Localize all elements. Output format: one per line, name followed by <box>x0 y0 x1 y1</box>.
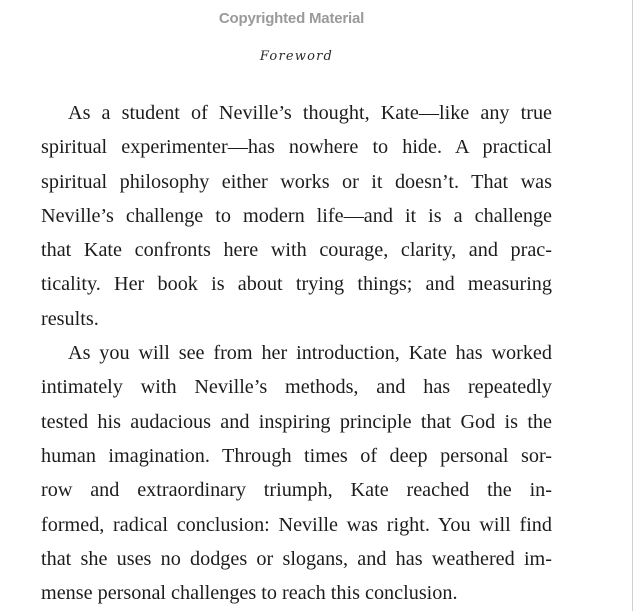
text-line: spiritual experimenter—has nowhere to hide. A practical <box>41 136 552 159</box>
text-line: ticality. Her book is about trying things; and measuring <box>41 273 552 296</box>
body-text <box>41 96 552 610</box>
copyright-watermark: Copyrighted Material <box>218 10 365 27</box>
text-line: that she uses no dodges or slogans, and has weathered im- <box>41 547 552 570</box>
text-line: intimately with Neville’s methods, and has repeatedly <box>41 376 552 399</box>
text-line: spiritual philosophy either works or it doesn’t. That was <box>41 170 552 193</box>
text-line: human imagination. Through times of deep personal sor- <box>41 444 552 467</box>
text-line: row and extraordinary triumph, Kate reached the in- <box>41 479 552 502</box>
text-line: mense personal challenges to reach this conclusion. <box>41 582 458 605</box>
text-line: As a student of Neville’s thought, Kate—like any true <box>68 102 552 124</box>
text-line: formed, radical conclusion: Neville was right. You will find <box>41 513 552 536</box>
text-line: Neville’s challenge to modern life—and it is a challenge <box>41 204 552 227</box>
text-line: results. <box>41 307 99 330</box>
text-line: that Kate confronts here with courage, clarity, and prac- <box>41 239 552 262</box>
text-line: As you will see from her introduction, Kate has worked <box>68 342 552 365</box>
running-head: Foreword <box>259 49 334 64</box>
text-line: tested his audacious and inspiring principle that God is the <box>41 410 552 433</box>
